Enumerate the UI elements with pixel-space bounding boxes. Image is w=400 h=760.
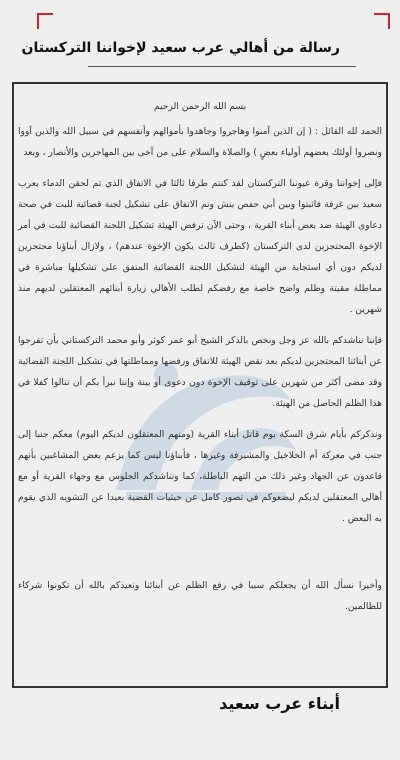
- page-title: رسالة من أهالي عرب سعيد لإخواننا التركستان: [21, 40, 340, 56]
- letter-paragraph: فإلى إخواننا وقرة عيوننا التركستان لقد كنتم طرفا ثالثا في الاتفاق الذي تم لحقن الدماء بعرب سعيد بين غرفة فاثبتوا وبين أبي حفص بنش وتم الاتفاق على تشكيل لجنة قضائية للبت في صحة دعاوى الهيئة ضد بعض أبناء القرية ، وحتى الآن ترفض الهيئة تشكيل اللجنة القضائية للبت في أمر الإخوة المحتجزين لدى التركستان (كطرف ثالث يكون الإخوة عندهم) ، ولازال أبناؤنا محتجزين لديكم دون أي استجابة من الهيئة لتشكيل اللجنة القضائية المتفق على تشكيلها مباشرة في مماطلة مقيتة وظلم واضح خاصة مع رفضكم لطلب الأهالي زيارة أبنائهم المعتقلين لديهم منذ شهرين .: [18, 178, 382, 315]
- title-underline: [88, 66, 356, 67]
- bismillah: بسم الله الرحمن الرحيم: [153, 101, 247, 112]
- letter-paragraph: الحمد لله القائل : ( إن الذين آمنوا وهاجروا وجاهدوا بأموالهم وأنفسهم في سبيل الله والذين آووا ونصروا أولئك بعضهم أولياء بعضٍ ) والصلاة والسلام على من آخى بين المهاجرين والأنصار ، وبعد: [18, 126, 382, 158]
- letter-paragraph: فإننا نناشدكم بالله عز وجل ونخص بالذكر الشيخ أبو عمر كوثر وأبو محمد التركستاني بأن تفرجوا عن أبنائنا المحتجزين لديكم بعد نقض الهيئة للاتفاق ورفضها ومماطلتها في تشكيل اللجنة القضائية وقد مضى أكثر من شهرين على توقيف الإخوة دون دعوى أو بينة وإننا نبرأ بكم أن تنالوا كفلا في هذا الظلم الحاصل من الهيئة.: [18, 335, 382, 409]
- letter-paragraph: ونذكركم بأيام شرق السكة يوم قاتل أبناء القرية (ومنهم المعتقلون لديكم اليوم) معكم جنبا إلى جنب في معركة أم الخلاخيل والمشيرفة وغيرها ، فأبناؤنا ليس كما يزعم بعض المشاغبين بأنهم قاعدون عن الجهاد وغير ذلك من التهم الباطلة، كما ونناشدكم الجلوس مع وجهاء القرية أو مع أهالي المعتقلين لديكم ليضعوكم في تصور كامل عن حيثيات القضية بعيدا عن التشويه الذي يقوم به البعض .: [18, 429, 382, 524]
- corner-bracket-right: [374, 13, 390, 29]
- letter-paragraph: وأخيرا نسأل الله أن يجعلكم سببا في رفع الظلم عن أبنائنا ونعيذكم بالله أن تكونوا شركاء للظالمين.: [18, 580, 382, 612]
- corner-bracket-left: [37, 13, 53, 29]
- letter-body: [18, 96, 382, 627]
- signature: أبناء عرب سعيد: [219, 694, 340, 713]
